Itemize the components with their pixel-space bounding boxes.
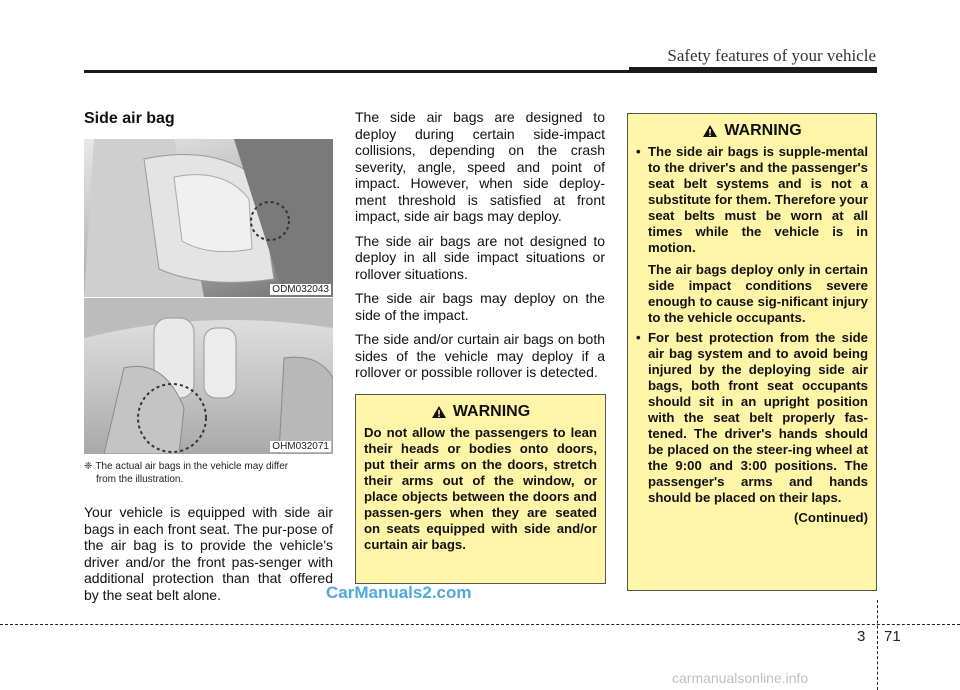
caption-text: The actual air bags in the vehicle may differ — [95, 461, 289, 472]
warning-item-text: For best protection from the side air bag system and to avoid being injured by the deploying side air bags, both front seat occupants should sit in an upright position with the seat belt properly fas-tened. The driver's hands should be placed on the steer-ing wheel at the 9:00 and 3:00 positions. The passenger's arms and hands should be placed on their laps. — [648, 330, 868, 505]
warning-triangle-icon — [431, 405, 447, 419]
paragraph: The side air bags may deploy on the side of the impact. — [355, 290, 605, 323]
caption-mark: ❈ — [84, 461, 93, 472]
warning-text: Do not allow the passengers to lean their heads or bodies onto doors, put their arms on the doors, stretch their arms out of the window, or place objects between the doors and passen-gers when they are seated on seats equipped with side and/or curtain air bags. — [364, 425, 597, 552]
footer-rule — [0, 624, 960, 625]
cabin-airbag-image — [84, 298, 333, 454]
warning-box-small — [355, 394, 606, 584]
site-watermark[interactable]: CarManuals2.com — [326, 583, 472, 602]
image-code: ODM032043 — [272, 284, 329, 295]
column2-body — [355, 109, 605, 389]
header-title: Safety features of your vehicle — [667, 46, 876, 65]
warning-item-subtext: The air bags deploy only in certain side impact conditions severe enough to cause sig-nificant injury to the vehicle occupants. — [648, 262, 868, 325]
warning-item-text: The side air bags is supple-mental to the driver's and the passenger's seat belt systems and is not a substitute for them. Therefore your seat belts must be worn at all times while the vehicle is in motion. — [648, 144, 868, 255]
bullet: • — [636, 144, 641, 159]
warning-triangle-icon — [702, 124, 718, 138]
header-rule-accent — [629, 67, 877, 73]
continued-label: (Continued) — [794, 510, 868, 525]
warning-heading-text: WARNING — [452, 403, 531, 420]
column1-body: Your vehicle is equipped with side air bags in each front seat. The pur-pose of the air bag is to provide the vehicle's driver and/or the front pas-senger with additional protection than that offered by the seat belt alone. — [84, 504, 333, 603]
page-number: 71 — [884, 628, 901, 645]
warning-heading — [364, 403, 597, 421]
warning-heading — [636, 122, 868, 140]
paragraph: The side and/or curtain air bags on both sides of the vehicle may deploy if a rollover or possible rollover is detected. — [355, 331, 605, 380]
warning-item — [636, 330, 868, 506]
warning-item — [636, 144, 868, 326]
cabin-illustration — [84, 298, 333, 454]
bullet: • — [636, 330, 641, 345]
caption-text-2: from the illustration. — [96, 474, 184, 485]
bottom-watermark: carmanualsonline.info — [672, 670, 809, 686]
warning-list — [636, 144, 868, 506]
warning-heading-text: WARNING — [724, 122, 802, 139]
seat-airbag-image — [84, 139, 333, 297]
section-title: Side air bag — [84, 110, 175, 127]
warning-box-large — [627, 113, 877, 591]
page-chapter: 3 — [857, 628, 866, 645]
seat-illustration — [84, 139, 333, 297]
paragraph: The side air bags are designed to deploy during certain side-impact collisions, depending on the crash severity, angle, speed and point of impact. However, when side deploy-ment threshold is satisfied at front impact, side air bags may deploy. — [355, 109, 605, 224]
header-rule — [84, 70, 629, 73]
image-code: OHM032071 — [272, 441, 329, 452]
paragraph: The side air bags are not designed to deploy in all side impact situations or rollover situations. — [355, 232, 605, 282]
footer-divider — [877, 600, 878, 690]
image-caption — [84, 460, 334, 486]
